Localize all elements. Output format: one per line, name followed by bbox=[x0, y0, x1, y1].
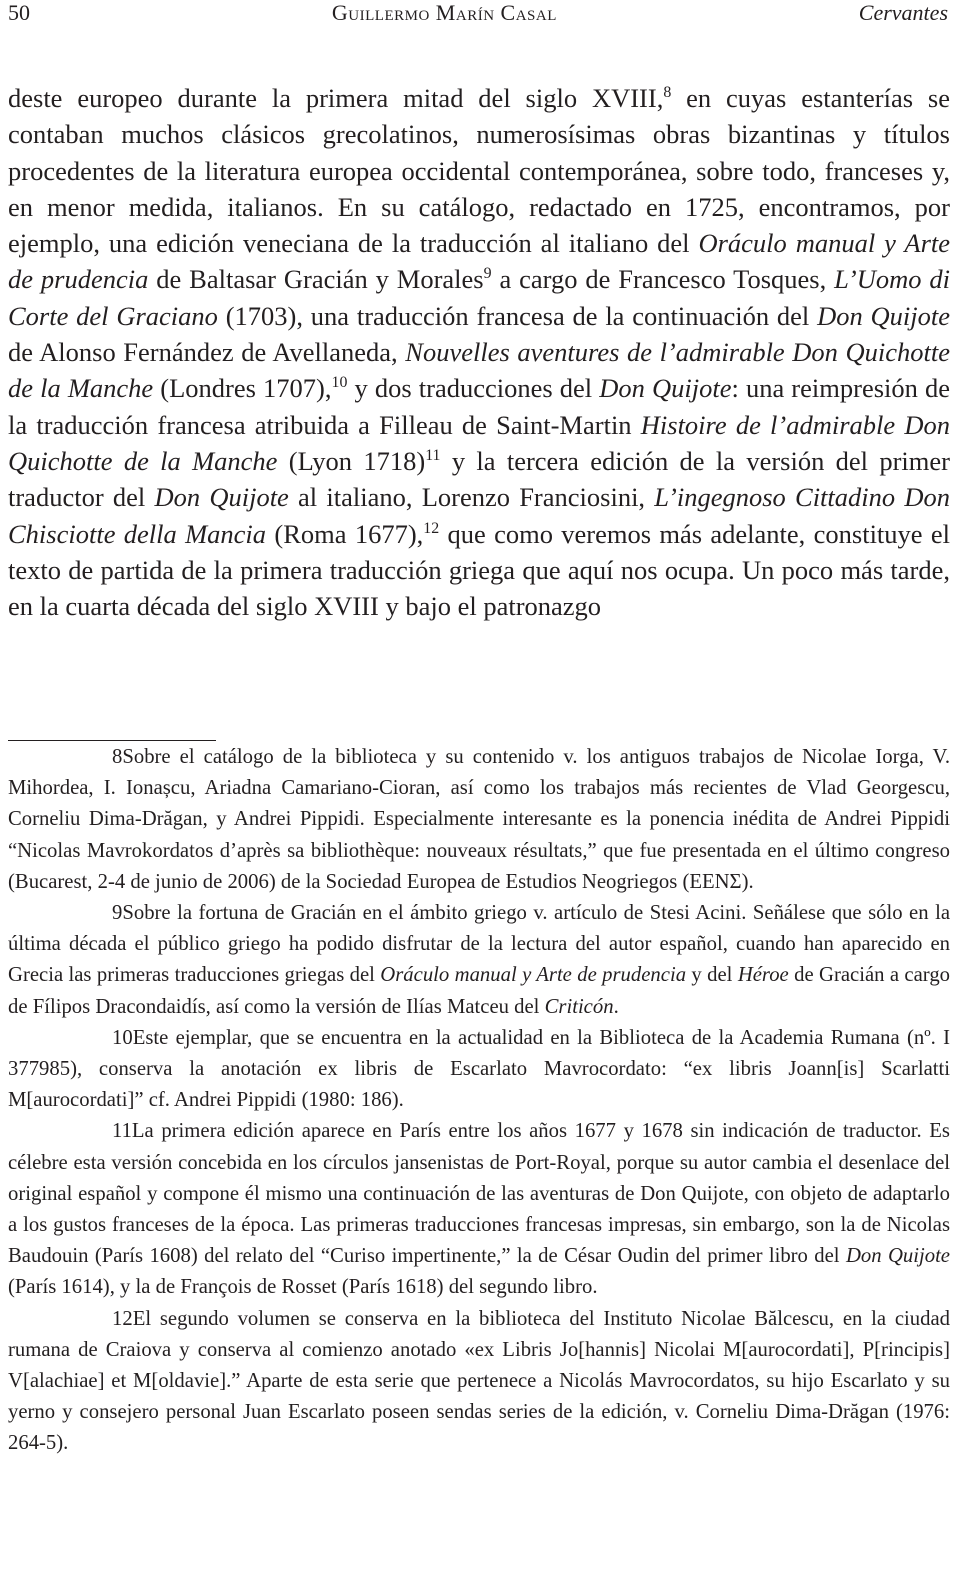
body-paragraph bbox=[8, 80, 950, 624]
footnote-ref-8: 8 bbox=[663, 84, 672, 102]
italic-title: Criticón bbox=[544, 995, 614, 1018]
footnote-ref-12: 12 bbox=[423, 519, 440, 537]
footnote-number: 12 bbox=[112, 1307, 133, 1330]
footnote-separator bbox=[8, 740, 216, 741]
main-text bbox=[8, 80, 950, 624]
footnote-text: Sobre la fortuna de Gracián en el ámbito griego v. artículo de Stesi Acini. Señálese que sólo en la última década el público griego ha podido disfrutar de la lectura del autor español, cuando han aparecido en Grecia las primeras traducciones griegas del bbox=[8, 902, 950, 987]
footnote-text: y del bbox=[686, 964, 738, 987]
italic-title: Don Quijote bbox=[599, 373, 732, 404]
footnote-text: Sobre el catálogo de la biblioteca y su contenido v. los antiguos trabajos de Nicolae Iorga, V. Mihordea, I. Ionașcu, Ariadna Camariano-Cioran, así como los trabajos más recientes de Vlad Georgescu, Corneliu Dima-Drăgan, y Andrei Pippidi. Especialmente interesante es la ponencia inédita de Andrei Pippidi “Nicolas Mavrokordatos d’après sa bibliothèque: nouveaux résultats,” que fue presentada en el último congreso (Bucarest, 2-4 de junio de 2006) de la Sociedad Europea de Estudios Neogriegos (ΕΕΝΣ). bbox=[8, 746, 950, 893]
text-run: y la tercera edición de la versión del primer traductor del bbox=[8, 445, 950, 513]
text-run: (Lyon 1718) bbox=[277, 445, 426, 476]
footnote-ref-11: 11 bbox=[425, 447, 441, 465]
text-run: y dos traducciones del bbox=[347, 373, 600, 404]
italic-title: Héroe bbox=[737, 964, 789, 987]
footnote-ref-10: 10 bbox=[331, 374, 348, 392]
footnote-text: La primera edición aparece en París entre los años 1677 y 1678 sin indicación de traductor. Es célebre esta versión concebida en los círculos jansenistas de Port-Royal, porque su autor cambia el desenlace del original español y compone él mismo una continuación de las aventuras de Don Quijote, con objeto de adaptarlo a los gustos franceses de la época. Las primeras traducciones francesas impresas, sin embargo, son la de Nicolas Baudouin (París 1608) del relato del “Curiso impertinente,” la de César Oudin del primer libro del bbox=[8, 1120, 950, 1268]
text-run: : una reimpresión de la traducción francesa atribuida a Filleau de Saint-Martin bbox=[8, 373, 950, 440]
footnote-text: . bbox=[613, 995, 619, 1018]
italic-title: Don Quijote bbox=[845, 1245, 950, 1268]
footnote-9 bbox=[8, 898, 950, 1023]
page-number: 50 bbox=[8, 0, 30, 25]
running-header bbox=[8, 0, 948, 34]
running-journal-title: Cervantes bbox=[858, 0, 948, 25]
text-run: (Londres 1707), bbox=[153, 373, 332, 404]
italic-title: L’Uomo di Corte del Graciano bbox=[8, 264, 950, 331]
text-run: al italiano, Lorenzo Franciosini, bbox=[288, 482, 655, 513]
footnote-ref-9: 9 bbox=[483, 265, 492, 283]
italic-title: Don Quijote bbox=[154, 482, 289, 513]
footnote-number: 8 bbox=[112, 746, 123, 768]
italic-title: Oráculo manual y Arte de prudencia bbox=[380, 964, 687, 987]
footnote-10 bbox=[8, 1023, 950, 1117]
text-run: de Alonso Fernández de Avellaneda, bbox=[8, 337, 406, 368]
italic-title: Nouvelles aventures de l’admirable Don Quichotte de la Manche bbox=[8, 337, 951, 404]
text-run: deste europeo durante la primera mitad del siglo XVIII, bbox=[8, 83, 664, 113]
footnote-12 bbox=[8, 1304, 950, 1460]
footnotes bbox=[8, 742, 950, 1460]
text-run: a cargo de Francesco Tosques, bbox=[491, 264, 835, 295]
text-run: (1703), una traducción francesa de la continuación del bbox=[217, 300, 818, 331]
text-run: (Roma 1677), bbox=[266, 518, 424, 549]
footnote-text: El segundo volumen se conserva en la biblioteca del Instituto Nicolae Bălcescu, en la ciudad rumana de Craiova y conserva al comienzo anotado «ex Libris Jo[hannis] Nicolai M[aurocordati], P[rincipis] V[alachiae] et M[oldavie].” Aparte de esta serie que pertenece a Nicolás Mavrocordatos, su hijo Escarlato y su yerno y consejero personal Juan Escarlato poseen sendas series de la edición, v. Corneliu Dima-Drăgan (1976: 264-5). bbox=[8, 1307, 950, 1455]
footnote-text: Este ejemplar, que se encuentra en la actualidad en la Biblioteca de la Academia Rumana (nº. I 377985), conserva la anotación ex libris de Escarlato Mavrocordato: “ex libris Joann[is] Scarlatti M[aurocordati]” cf. Andrei Pippidi (1980: 186). bbox=[8, 1026, 950, 1112]
footnote-number: 9 bbox=[112, 902, 123, 925]
text-run: que como veremos más adelante, constituye el texto de partida de la primera traducción griega que aquí nos ocupa. Un poco más tarde, en la cuarta década del siglo XVIII y bajo el patronazgo bbox=[8, 518, 951, 622]
footnote-text: de Gracián a cargo de Fílipos Dracondaidís, así como la versión de Ilías Matceu del bbox=[8, 964, 951, 1018]
italic-title: L’ingegnoso Cittadino Don Chisciotte della Mancia bbox=[8, 482, 950, 549]
footnote-8 bbox=[8, 742, 950, 898]
text-run: de Baltasar Gracián y Morales bbox=[148, 264, 484, 295]
italic-title: Oráculo manual y Arte de prudencia bbox=[8, 228, 951, 295]
footnote-number: 10 bbox=[112, 1026, 133, 1049]
footnote-text: (París 1614), y la de François de Rosset (París 1618) del segundo libro. bbox=[8, 1276, 598, 1299]
italic-title: Histoire de l’admirable Don Quichotte de la Manche bbox=[8, 409, 950, 476]
footnote-number: 11 bbox=[112, 1120, 132, 1143]
running-author: Guillermo Marín Casal bbox=[331, 0, 557, 25]
italic-title: Don Quijote bbox=[817, 300, 950, 331]
text-run: en cuyas estanterías se contaban muchos clásicos grecolatinos, numerosísimas obras bizantinas y títulos procedentes de la literatura europea occidental contemporánea, sobre todo, franceses y, en menor medida, italianos. En su catálogo, redactado en 1725, encontramos, por ejemplo, una edición veneciana de la traducción al italiano del bbox=[8, 83, 950, 259]
footnote-11 bbox=[8, 1116, 950, 1303]
